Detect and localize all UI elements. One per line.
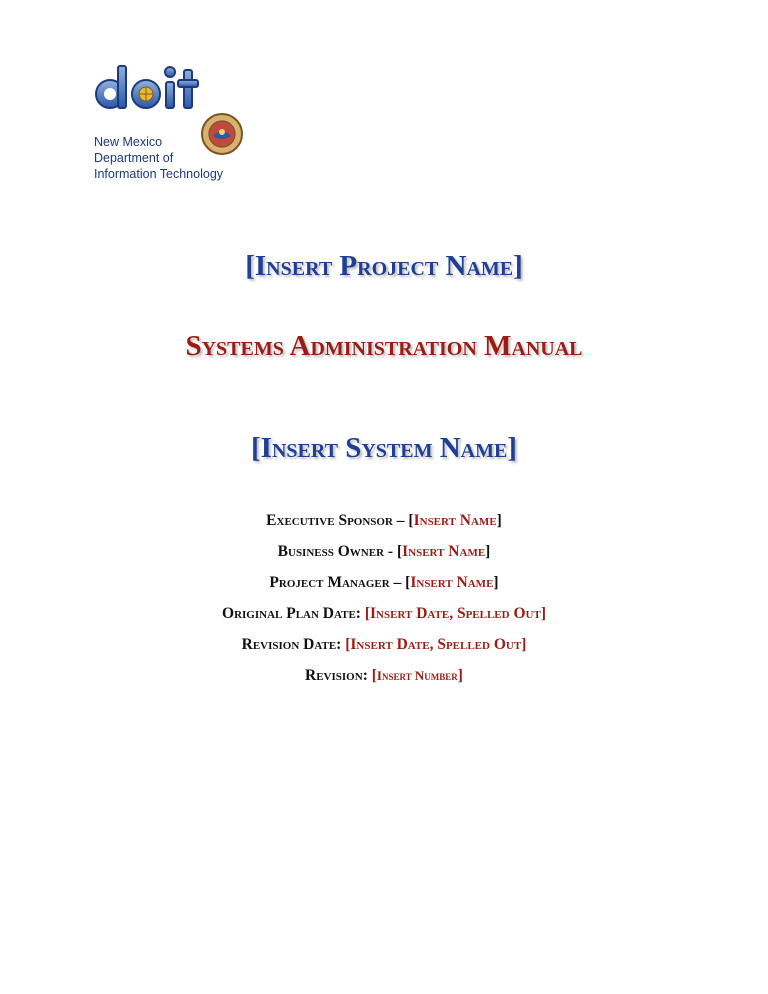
meta-value: Insert Name (402, 543, 486, 560)
meta-label: Original Plan Date (222, 605, 356, 622)
meta-label: Revision (305, 667, 363, 684)
meta-project-manager: Project Manager – [Insert Name] (269, 574, 499, 591)
meta-value: Insert Name (410, 574, 494, 591)
meta-value: Insert Number (376, 668, 458, 683)
meta-separator: : (355, 605, 365, 622)
meta-executive-sponsor: Executive Sponsor – [Insert Name] (266, 512, 502, 529)
meta-separator: : (336, 636, 346, 653)
meta-business-owner: Business Owner - [Insert Name] (277, 543, 491, 560)
meta-value: Insert Date, Spelled Out (370, 605, 541, 622)
meta-label: Project Manager (269, 574, 390, 591)
org-name-line-1: New Mexico (94, 135, 163, 149)
meta-label: Executive Sponsor (266, 512, 393, 529)
document-title: Systems Administration Manual (185, 330, 583, 362)
meta-separator: – (392, 512, 409, 529)
org-name-line-3: Information Technology (94, 167, 224, 181)
state-seal-icon (200, 112, 244, 156)
meta-revision: Revision: [Insert Number] (305, 667, 463, 684)
meta-label: Business Owner (277, 543, 385, 560)
meta-value: Insert Date, Spelled Out (350, 636, 522, 653)
meta-revision-date: Revision Date: [Insert Date, Spelled Out] (241, 636, 527, 653)
meta-original-plan-date: Original Plan Date: [Insert Date, Spelled Out] (222, 605, 546, 622)
project-title: [Insert Project Name] (245, 250, 523, 282)
org-name-line-2: Department of (94, 151, 174, 165)
doit-logo (88, 56, 258, 186)
meta-separator: : (362, 667, 372, 684)
meta-label: Revision Date (241, 636, 337, 653)
meta-separator: - (384, 543, 397, 560)
system-title: [Insert System Name] (251, 432, 517, 464)
meta-separator: – (389, 574, 406, 591)
meta-value: Insert Name (413, 512, 497, 529)
